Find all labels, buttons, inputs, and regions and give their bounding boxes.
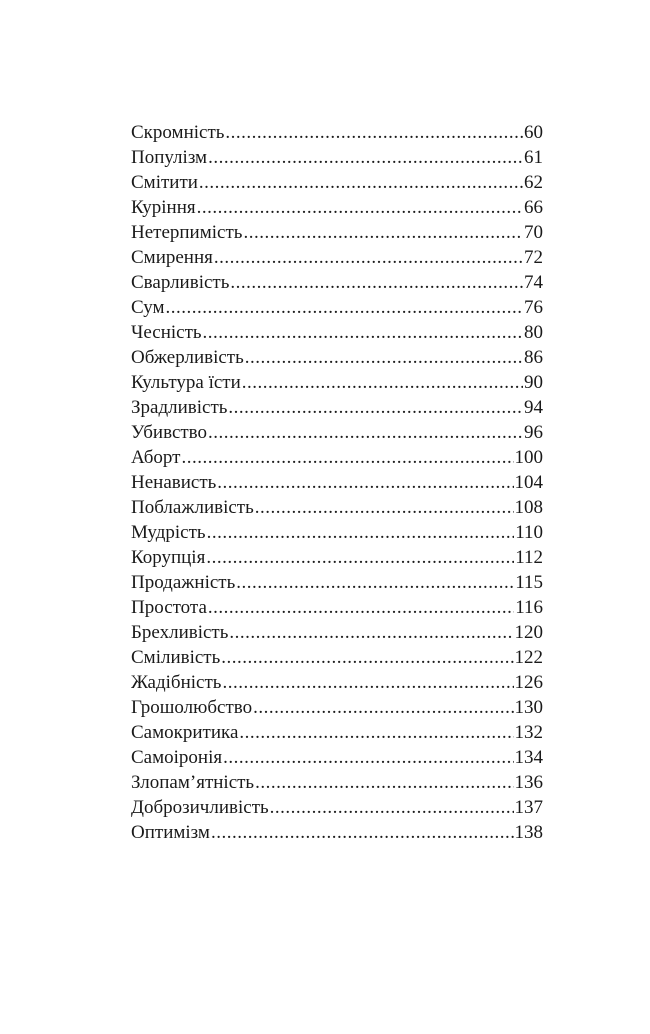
toc-entry-title: Самокритика <box>131 722 239 743</box>
toc-entry-page-number: 70 <box>524 222 543 243</box>
toc-dot-leader <box>228 395 523 420</box>
toc-entry-page-number: 80 <box>524 322 543 343</box>
toc-entry-title: Мудрість <box>131 522 206 543</box>
toc-entry-page-number: 74 <box>524 272 543 293</box>
toc-dot-leader <box>242 370 523 395</box>
toc-entry-title: Популізм <box>131 147 208 168</box>
toc-entry-page-number: 61 <box>524 147 543 168</box>
toc-entry-title: Смітити <box>131 172 198 193</box>
toc-entry-page-number: 90 <box>524 372 543 393</box>
toc-entry-title: Оптимізм <box>131 822 210 843</box>
toc-entry-page-number: 96 <box>524 422 543 443</box>
toc-dot-leader <box>229 620 513 645</box>
toc-entry-page-number: 136 <box>514 772 543 793</box>
toc-entry-page-number: 134 <box>514 747 543 768</box>
toc-dot-leader <box>230 270 523 295</box>
toc-entry <box>131 595 543 620</box>
toc-entry-title: Смирення <box>131 247 213 268</box>
toc-entry <box>131 220 543 245</box>
toc-dot-leader <box>270 795 514 820</box>
toc-entry-page-number: 138 <box>514 822 543 843</box>
toc-entry-title: Сварливість <box>131 272 230 293</box>
toc-dot-leader <box>208 145 523 170</box>
toc-entry <box>131 170 543 195</box>
toc-dot-leader <box>217 470 513 495</box>
toc-dot-leader <box>236 570 514 595</box>
toc-entry-title: Ненависть <box>131 472 217 493</box>
toc-dot-leader <box>197 195 523 220</box>
toc-entry <box>131 345 543 370</box>
toc-entry-title: Скромність <box>131 122 225 143</box>
toc-entry <box>131 245 543 270</box>
toc-dot-leader <box>165 295 523 320</box>
toc-entry <box>131 320 543 345</box>
toc-entry <box>131 695 543 720</box>
toc-entry-page-number: 62 <box>524 172 543 193</box>
toc-entry <box>131 145 543 170</box>
toc-entry-title: Культура їсти <box>131 372 241 393</box>
toc-entry-title: Нетерпимість <box>131 222 243 243</box>
toc-entry <box>131 770 543 795</box>
toc-entry <box>131 520 543 545</box>
toc-entry-title: Доброзичливість <box>131 797 269 818</box>
toc-dot-leader <box>221 645 513 670</box>
toc-entry-page-number: 104 <box>514 472 543 493</box>
toc-dot-leader <box>243 220 523 245</box>
toc-entry-page-number: 72 <box>524 247 543 268</box>
toc-entry-page-number: 76 <box>524 297 543 318</box>
toc-entry <box>131 620 543 645</box>
toc-dot-leader <box>255 770 513 795</box>
toc-dot-leader <box>207 520 515 545</box>
toc-entry-page-number: 122 <box>514 647 543 668</box>
toc-entry-title: Обжерливість <box>131 347 244 368</box>
toc-entry-page-number: 86 <box>524 347 543 368</box>
toc-entry-page-number: 126 <box>514 672 543 693</box>
toc-entry <box>131 570 543 595</box>
toc-dot-leader <box>222 670 513 695</box>
toc-entry-page-number: 108 <box>514 497 543 518</box>
toc-entry-title: Зрадливість <box>131 397 228 418</box>
toc-entry-title: Корупція <box>131 547 206 568</box>
toc-entry-title: Брехливість <box>131 622 229 643</box>
toc-dot-leader <box>208 595 514 620</box>
toc-dot-leader <box>214 245 523 270</box>
toc-entry-page-number: 115 <box>515 572 543 593</box>
toc-entry-page-number: 132 <box>514 722 543 743</box>
toc-entry-page-number: 94 <box>524 397 543 418</box>
toc-entry <box>131 745 543 770</box>
toc-entry-title: Куріння <box>131 197 196 218</box>
toc-entry <box>131 120 543 145</box>
toc-entry-title: Жадібність <box>131 672 222 693</box>
toc-entry <box>131 295 543 320</box>
toc-dot-leader <box>203 320 523 345</box>
toc-entry <box>131 420 543 445</box>
toc-entry <box>131 645 543 670</box>
toc-dot-leader <box>225 120 523 145</box>
toc-entry-page-number: 110 <box>515 522 543 543</box>
toc-entry <box>131 495 543 520</box>
toc-entry-title: Поблажливість <box>131 497 254 518</box>
toc-entry-title: Грошолюбство <box>131 697 253 718</box>
toc-entry <box>131 445 543 470</box>
toc-entry <box>131 795 543 820</box>
toc-dot-leader <box>239 720 513 745</box>
toc-entry-title: Простота <box>131 597 207 618</box>
toc-entry-title: Самоіронія <box>131 747 223 768</box>
toc-dot-leader <box>206 545 514 570</box>
toc-dot-leader <box>181 445 513 470</box>
toc-entry-page-number: 130 <box>514 697 543 718</box>
toc-entry <box>131 395 543 420</box>
toc-entry <box>131 470 543 495</box>
toc-entry-title: Продажність <box>131 572 236 593</box>
toc-entry <box>131 270 543 295</box>
toc-entry-page-number: 66 <box>524 197 543 218</box>
toc-dot-leader <box>211 820 514 845</box>
toc-entry <box>131 545 543 570</box>
toc-entry-page-number: 60 <box>524 122 543 143</box>
toc-entry-title: Убивство <box>131 422 208 443</box>
toc-entry-title: Сум <box>131 297 165 318</box>
toc-entry-page-number: 120 <box>514 622 543 643</box>
toc-entry-page-number: 100 <box>514 447 543 468</box>
toc-entry <box>131 370 543 395</box>
toc-entry <box>131 720 543 745</box>
toc-dot-leader <box>223 745 513 770</box>
toc-dot-leader <box>255 495 514 520</box>
toc-dot-leader <box>208 420 523 445</box>
toc-entry-page-number: 112 <box>515 547 543 568</box>
toc-dot-leader <box>245 345 523 370</box>
table-of-contents <box>131 120 543 845</box>
toc-entry-title: Аборт <box>131 447 181 468</box>
toc-entry-page-number: 116 <box>515 597 543 618</box>
toc-entry-page-number: 137 <box>514 797 543 818</box>
toc-entry <box>131 195 543 220</box>
toc-entry-title: Злопам’ятність <box>131 772 255 793</box>
toc-entry-title: Сміливість <box>131 647 221 668</box>
toc-dot-leader <box>199 170 523 195</box>
toc-entry <box>131 670 543 695</box>
toc-entry <box>131 820 543 845</box>
toc-entry-title: Чесність <box>131 322 202 343</box>
toc-dot-leader <box>253 695 513 720</box>
